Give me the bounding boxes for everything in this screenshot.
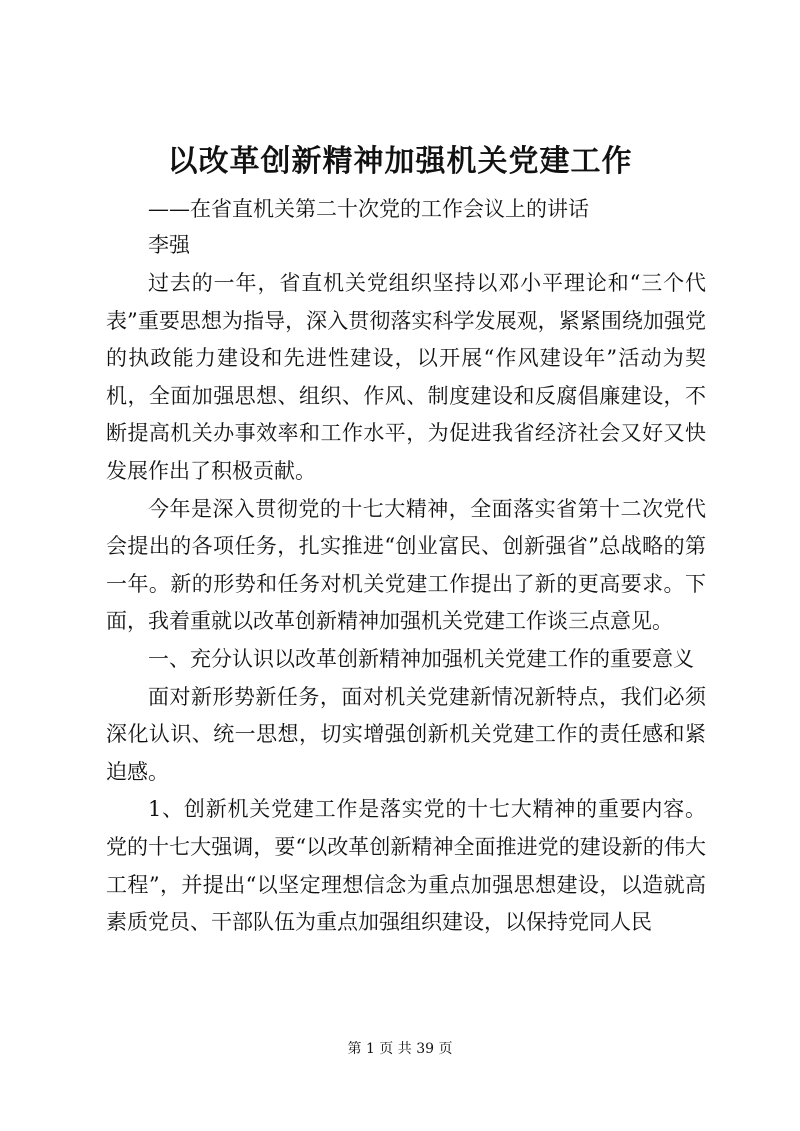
section-heading: 一、充分认识以改革创新精神加强机关党建工作的重要意义 xyxy=(148,646,694,671)
document-body xyxy=(106,265,706,942)
document-subtitle: ——在省直机关第二十次党的工作会议上的讲话 xyxy=(148,197,589,221)
page-number-footer: 第 1 页 共 39 页 xyxy=(347,1041,453,1057)
document-title: 以改革创新精神加强机关党建工作 xyxy=(167,144,633,179)
body-paragraph: 1、创新机关党建工作是落实党的十七大精神的重要内容。党的十七大强调，要“以改革创新精神全面推进党的建设新的伟大工程”，并提出“以坚定理想信念为重点加强思想建设，以造就高素质党员、干部队伍为重点加强组织建设，以保持党同人民 xyxy=(106,797,706,935)
body-paragraph: 今年是深入贯彻党的十七大精神，全面落实省第十二次党代会提出的各项任务，扎实推进“创业富民、创新强省”总战略的第一年。新的形势和任务对机关党建工作提出了新的更高要求。下面，我着重就以改革创新精神加强机关党建工作谈三点意见。 xyxy=(106,496,706,634)
body-paragraph: 过去的一年，省直机关党组织坚持以邓小平理论和“三个代表”重要思想为指导，深入贯彻落实科学发展观，紧紧围绕加强党的执政能力建设和先进性建设，以开展“作风建设年”活动为契机，全面加强思想、组织、作风、制度建设和反腐倡廉建设，不断提高机关办事效率和工作水平，为促进我省经济社会又好又快发展作出了积极贡献。 xyxy=(106,271,706,483)
document-author: 李强 xyxy=(148,233,190,257)
body-paragraph: 面对新形势新任务，面对机关党建新情况新特点，我们必须深化认识、统一思想，切实增强创新机关党建工作的责任感和紧迫感。 xyxy=(106,684,706,784)
